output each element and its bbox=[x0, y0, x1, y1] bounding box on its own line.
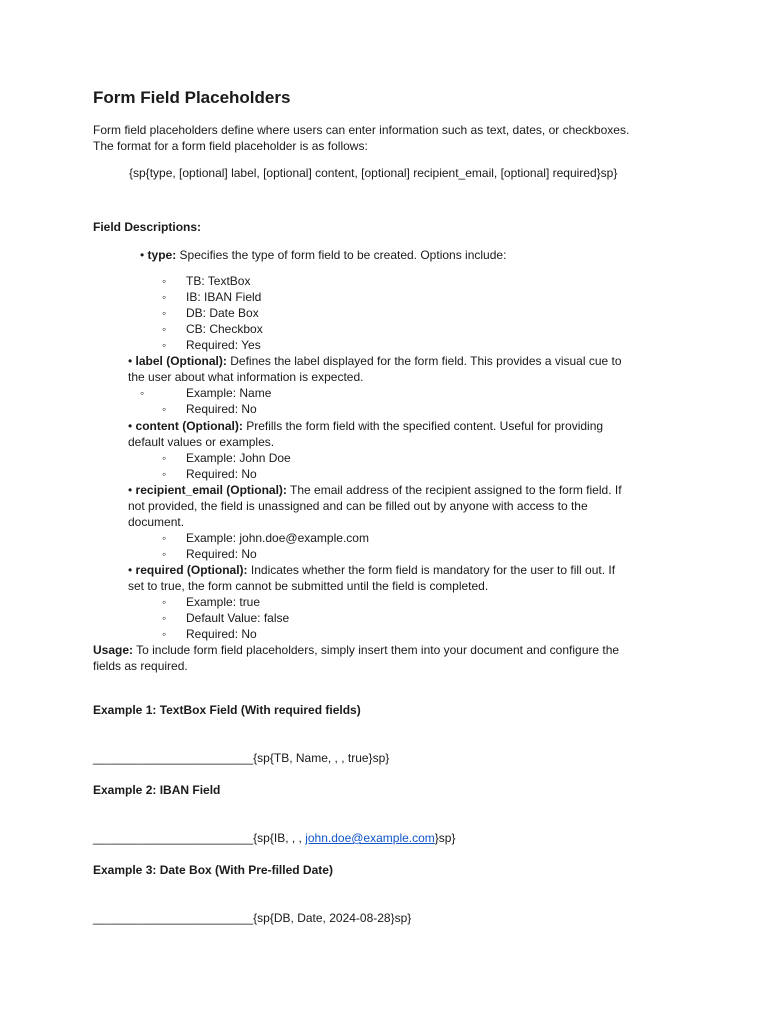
usage-text-1: To include form field placeholders, simply insert them into your document and configure the bbox=[133, 643, 620, 657]
sub-bullet: ◦ bbox=[162, 467, 167, 481]
example-3-code: {sp{DB, Date, 2024-08-28}sp} bbox=[253, 911, 412, 925]
content-item: Example: John Doe bbox=[186, 451, 291, 465]
example-1-code: {sp{TB, Name, , , true}sp} bbox=[253, 751, 390, 765]
type-option: DB: Date Box bbox=[186, 306, 259, 320]
sub-bullet: ◦ bbox=[162, 338, 167, 352]
sub-bullet: ◦ bbox=[162, 322, 167, 336]
label-desc-1: Defines the label displayed for the form field. This provides a visual cue to bbox=[226, 354, 622, 368]
field-name-required: required (Optional): bbox=[135, 563, 248, 577]
usage-label: Usage: bbox=[93, 643, 134, 657]
required-item: Example: true bbox=[186, 595, 261, 609]
label-item: Required: No bbox=[186, 402, 257, 416]
usage-line-1 bbox=[93, 642, 619, 658]
recipient-desc-2: not provided, the field is unassigned and can be filled out by anyone with access to the bbox=[128, 499, 588, 513]
example-1-heading: Example 1: TextBox Field (With required fields) bbox=[93, 703, 361, 717]
required-item: Default Value: false bbox=[186, 611, 290, 625]
blank-line: ________________________ bbox=[93, 831, 254, 845]
content-item: Required: No bbox=[186, 467, 257, 481]
type-desc: Specifies the type of form field to be created. Options include: bbox=[176, 248, 507, 262]
field-name-type: type: bbox=[147, 248, 177, 262]
content-desc-2: default values or examples. bbox=[128, 435, 275, 449]
field-descriptions-heading: Field Descriptions: bbox=[93, 220, 202, 234]
example-2-code-suffix: }sp} bbox=[434, 831, 456, 845]
label-item: Example: Name bbox=[186, 386, 272, 400]
example-2-heading: Example 2: IBAN Field bbox=[93, 783, 221, 797]
intro-line-2: The format for a form field placeholder is as follows: bbox=[93, 139, 368, 153]
bullet: • bbox=[140, 248, 145, 262]
required-desc-1: Indicates whether the form field is mandatory for the user to fill out. If bbox=[247, 563, 616, 577]
sub-bullet: ◦ bbox=[162, 306, 167, 320]
sub-bullet: ◦ bbox=[162, 451, 167, 465]
sub-bullet: ◦ bbox=[162, 290, 167, 304]
required-item: Required: No bbox=[186, 627, 257, 641]
sub-bullet: ◦ bbox=[162, 627, 167, 641]
blank-line: ________________________ bbox=[93, 911, 254, 925]
type-option: TB: TextBox bbox=[186, 274, 251, 288]
example-2-line bbox=[93, 830, 456, 846]
recipient-item: Required: No bbox=[186, 547, 257, 561]
recipient-desc-1: The email address of the recipient assigned to the form field. If bbox=[286, 483, 622, 497]
type-description bbox=[140, 247, 506, 263]
example-2-code-prefix: {sp{IB, , , bbox=[253, 831, 306, 845]
format-string: {sp{type, [optional] label, [optional] content, [optional] recipient_email, [optional] required}sp} bbox=[129, 166, 618, 180]
field-name-recipient: recipient_email (Optional): bbox=[135, 483, 287, 497]
type-option: Required: Yes bbox=[186, 338, 261, 352]
sub-bullet: ◦ bbox=[162, 595, 167, 609]
sub-bullet: ◦ bbox=[162, 611, 167, 625]
recipient-desc-3: document. bbox=[128, 515, 185, 529]
field-name-label: label (Optional): bbox=[135, 354, 227, 368]
recipient-description bbox=[128, 482, 622, 498]
content-description bbox=[128, 418, 603, 434]
required-desc-2: set to true, the form cannot be submitted until the field is completed. bbox=[128, 579, 489, 593]
required-description bbox=[128, 562, 615, 578]
sub-bullet: ◦ bbox=[162, 274, 167, 288]
email-link[interactable]: john.doe@example.com bbox=[305, 831, 435, 845]
type-option: CB: Checkbox bbox=[186, 322, 263, 336]
example-3-line bbox=[93, 910, 411, 926]
type-option: IB: IBAN Field bbox=[186, 290, 262, 304]
bullet: • bbox=[128, 483, 133, 497]
sub-bullet: ◦ bbox=[162, 531, 167, 545]
bullet: • bbox=[128, 354, 133, 368]
bullet: • bbox=[128, 563, 133, 577]
page-title: Form Field Placeholders bbox=[93, 88, 291, 107]
example-1-line bbox=[93, 750, 389, 766]
sub-bullet: ◦ bbox=[162, 402, 167, 416]
example-3-heading: Example 3: Date Box (With Pre-filled Date) bbox=[93, 863, 333, 877]
bullet: • bbox=[128, 419, 133, 433]
recipient-item: Example: john.doe@example.com bbox=[186, 531, 369, 545]
blank-line: ________________________ bbox=[93, 751, 254, 765]
usage-line-2: fields as required. bbox=[93, 659, 188, 673]
content-desc-1: Prefills the form field with the specified content. Useful for providing bbox=[242, 419, 604, 433]
field-name-content: content (Optional): bbox=[135, 419, 243, 433]
sub-bullet: ◦ bbox=[162, 547, 167, 561]
sub-bullet: ◦ bbox=[140, 386, 145, 400]
label-description bbox=[128, 353, 622, 369]
intro-line-1: Form field placeholders define where users can enter information such as text, dates, or checkboxes. bbox=[93, 123, 630, 137]
label-desc-2: the user about what information is expected. bbox=[128, 370, 364, 384]
